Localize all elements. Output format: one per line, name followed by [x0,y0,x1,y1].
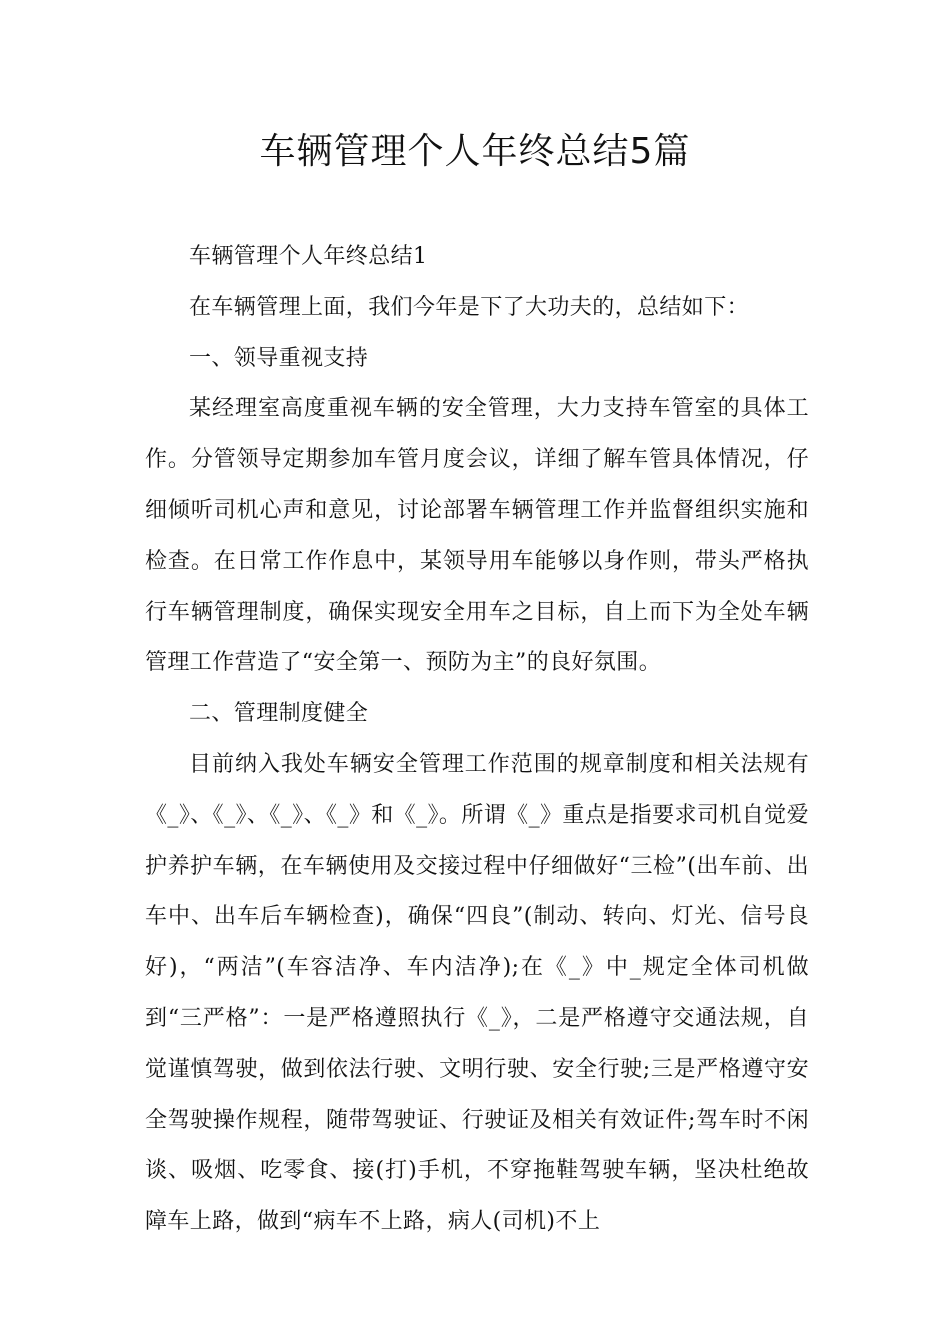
body-paragraph-2: 目前纳入我处车辆安全管理工作范围的规章制度和相关法规有《_》、《_》、《_》、《_》和《_》。所谓《_》重点是指要求司机自觉爱护养护车辆，在车辆使用及交接过程中仔细做好“三检”(出车前、出车中、出车后车辆检查)，确保“四良”(制动、转向、灯光、信号良好)，“两洁”(车容洁净、车内洁净);在《_》中_规定全体司机做到“三严格”：一是严格遵照执行《_》，二是严格遵守交通法规，自觉谨慎驾驶，做到依法行驶、文明行驶、安全行驶;三是严格遵守安全驾驶操作规程，随带驾驶证、行驶证及相关有效证件;驾车时不闲谈、吸烟、吃零食、接(打)手机，不穿拖鞋驾驶车辆，坚决杜绝故障车上路，做到“病车不上路，病人(司机)不上 [145,751,809,1235]
intro-paragraph: 在车辆管理上面，我们今年是下了大功夫的，总结如下： [189,294,750,320]
document-title: 车辆管理个人年终总结5篇 [259,131,691,172]
body-paragraph-1: 某经理室高度重视车辆的安全管理，大力支持车管室的具体工作。分管领导定期参加车管月度会议，详细了解车管具体情况，仔细倾听司机心声和意见，讨论部署车辆管理工作并监督组织实施和检查。在日常工作作息中，某领导用车能够以身作则，带头严格执行车辆管理制度，确保实现安全用车之目标，自上而下为全处车辆管理工作营造了“安全第一、预防为主”的良好氛围。 [145,396,809,676]
section-heading-2: 二、管理制度健全 [189,701,369,727]
section-subtitle: 车辆管理个人年终总结1 [189,244,428,269]
document-body [145,232,809,1248]
section-heading-1: 一、领导重视支持 [189,345,369,371]
